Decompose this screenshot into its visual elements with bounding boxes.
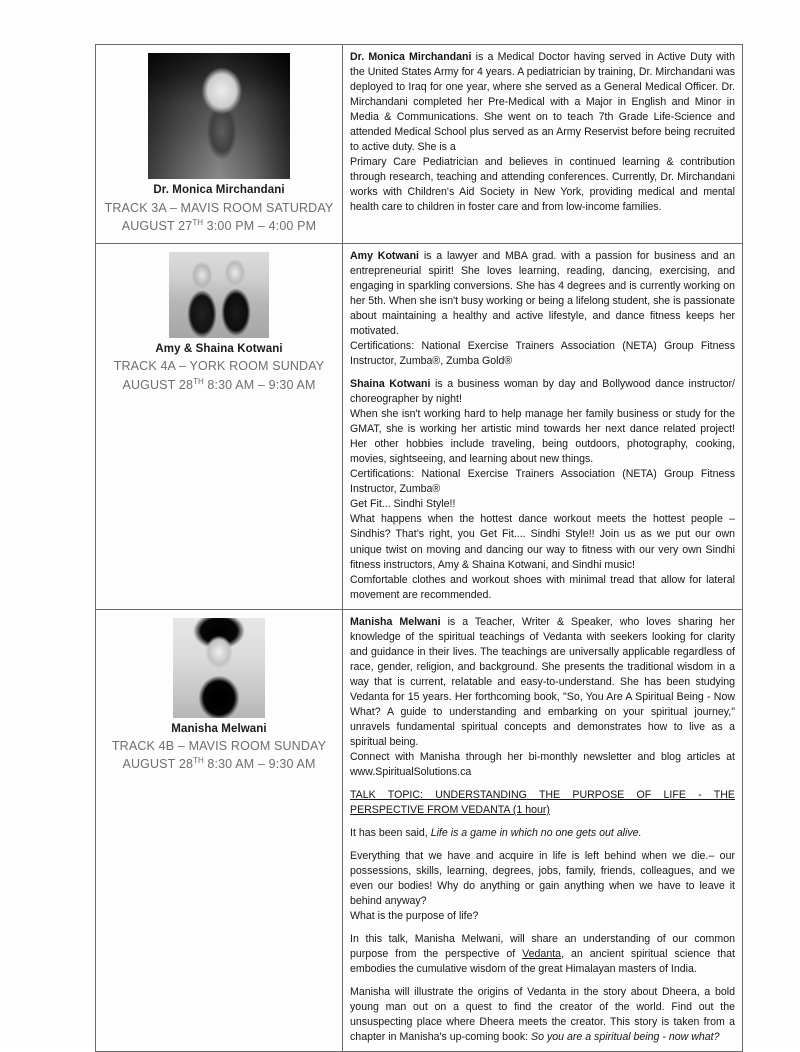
speaker-datetime <box>102 217 336 235</box>
speaker-track: TRACK 4B – MAVIS ROOM SUNDAY <box>111 739 327 754</box>
speaker-photo-cell <box>96 243 343 609</box>
bio-text: is a Medical Doctor having served in Active Duty with the United States Army for 4 years. A pediatrician by training, Dr. Mirchandani was deployed to Iraq for one year, where she served as a General Medical Officer. Dr. Mirchandani completed her Pre-Medical with a Major in English and Minor in Media & Communications. She went on to teach 7th Grade Life-Science and attended Medical School plus served as an Army Reservist before being recruited to active duty. She is a <box>350 51 735 154</box>
bio-lead-name: Dr. Monica Mirchandani <box>350 51 472 63</box>
speaker-date-ordinal: TH <box>193 376 204 386</box>
talk-text: , an ancient spiritual science that embodies the cumulative wisdom of the great Himalayan masters of India. <box>350 948 735 976</box>
bio-certifications <box>350 339 735 369</box>
speaker-name: Dr. Monica Mirchandani <box>153 184 285 196</box>
bio-paragraph <box>350 249 735 339</box>
bio-text: When she isn't working hard to help manage her family business or study for the GMAT, she is working her artistic mind towards her next dance related project! Her other hobbies include traveling, being outdoors, photography, cooking, movies, sightseeing, and learning about new things. <box>350 408 735 466</box>
vedanta-link[interactable]: Vedanta <box>522 948 562 961</box>
bio-paragraph <box>350 407 735 467</box>
speaker-bios-table <box>95 44 743 1052</box>
bio-paragraph <box>350 155 735 215</box>
bio-text: Get Fit... Sindhi Style!! <box>350 498 456 511</box>
talk-question <box>350 909 735 924</box>
speaker-time-range: 8:30 AM – 9:30 AM <box>203 757 316 772</box>
speaker-date-prefix: AUGUST 28 <box>122 377 194 392</box>
bio-certifications <box>350 467 735 497</box>
speaker-time-range: 8:30 AM – 9:30 AM <box>203 377 316 392</box>
book-title: So you are a spiritual being - now what? <box>531 1031 720 1044</box>
speaker-bio-cell <box>343 45 743 244</box>
talk-text: Everything that we have and acquire in life is left behind when we die.– our possessions, skills, learning, degrees, jobs, family, friends, colleagues, and we even our bodies! Why do anything or gain anything when we have to leave it behind anyway? <box>350 850 735 908</box>
speaker-name: Amy & Shaina Kotwani <box>155 342 283 355</box>
speaker-date-ordinal: TH <box>192 217 204 227</box>
speaker-date-ordinal: TH <box>193 756 204 766</box>
bio-lead-name: Shaina Kotwani <box>350 378 431 391</box>
speaker-name: Manisha Melwani <box>171 722 267 735</box>
talk-topic-heading: TALK TOPIC: UNDERSTANDING THE PURPOSE OF LIFE - THE PERSPECTIVE FROM VEDANTA (1 hour) <box>350 788 735 817</box>
talk-paragraph <box>350 932 735 977</box>
speaker-photo-cell <box>96 609 343 1052</box>
speaker-datetime <box>102 755 336 773</box>
table-row <box>96 609 743 1052</box>
session-tagline <box>350 497 735 512</box>
speaker-time-range: 3:00 PM – 4:00 PM <box>203 218 317 233</box>
speaker-portrait-photo <box>173 618 265 718</box>
talk-paragraph <box>350 985 735 1045</box>
bio-lead-name: Manisha Melwani <box>350 615 441 628</box>
speaker-bio-cell <box>343 609 743 1052</box>
talk-text: What is the purpose of life? <box>350 910 479 923</box>
talk-text: It has been said, <box>350 827 431 840</box>
talk-text: In this talk, Manisha Melwani, will share an understanding of our common purpose from the perspective of <box>350 933 735 961</box>
session-description <box>350 512 735 572</box>
bio-text: is a Teacher, Writer & Speaker, who loves sharing her knowledge of the spiritual teachings of Vedanta with seekers looking for clarity and guidance in their lives. The teachings are universally applicable regardless of race, gender, religion, and background. She presents the traditional wisdom in a way that is current, relatable and easy-to-understand. She has been studying Vedanta for 15 years. Her forthcoming book, "So, You Are A Spiritual Being - Now What? A guide to understanding and embarking on your spiritual journey," unravels fundamental spiritual concepts and demonstrates how to live as a spiritual being. <box>350 615 735 748</box>
bio-text: Certifications: National Exercise Trainers Association (NETA) Group Fitness Instructor, Zumba® <box>350 468 735 496</box>
speaker-track: TRACK 3A – MAVIS ROOM SATURDAY <box>104 200 334 215</box>
bio-paragraph <box>350 50 735 155</box>
bio-text: What happens when the hottest dance workout meets the hottest people – Sindhis? That's right, you Get Fit.... Sindhi Style!! Join us as we put our own unique twist on moving and dancing our way to fitness with our very own Sindhi fitness instructors, Amy & Shaina Kotwani, and Sindhi music! <box>350 513 735 571</box>
bio-text: Certifications: National Exercise Trainers Association (NETA) Group Fitness Instructor, Zumba®, Zumba Gold® <box>350 340 735 368</box>
bio-text: Primary Care Pediatrician and believes in continued learning & contribution through research, teaching and attending conferences. Currently, Dr. Mirchandani works with Children's Aid Society in New York, providing medical and mental health care to children in foster care and from low-income families. <box>350 156 735 214</box>
speaker-portrait-photo <box>169 252 269 338</box>
speaker-photo-cell <box>96 45 343 244</box>
bio-contact <box>350 750 735 780</box>
bio-text: Connect with Manisha through her bi-monthly newsletter and blog articles at www.SpiritualSolutions.ca <box>350 750 735 778</box>
bio-text: is a lawyer and MBA grad. with a passion for business and an entrepreneurial spirit! She loves learning, reading, dancing, exercising, and engaging in sparkling conversions. She has 4 degrees and is currently working on her 5th. When she isn't busy working or being a lifelong student, she is passionate about maintaining a healthy and active lifestyle, and dance fitness keeps her motivated. <box>350 249 735 338</box>
bio-text: is a business woman by day and Bollywood dance instructor/ choreographer by night! <box>350 378 736 406</box>
bio-text: Comfortable clothes and workout shoes with minimal tread that allow for lateral movement are recommended. <box>350 573 735 601</box>
speaker-portrait-photo <box>148 53 290 179</box>
speaker-date-prefix: AUGUST 28 <box>122 757 194 772</box>
talk-paragraph <box>350 826 735 841</box>
table-row <box>96 243 743 609</box>
bio-paragraph <box>350 615 735 750</box>
talk-quote: Life is a game in which no one gets out alive. <box>430 827 642 840</box>
session-attire-note <box>350 573 735 603</box>
table-row <box>96 45 743 244</box>
speaker-bio-cell <box>343 243 743 609</box>
speaker-track: TRACK 4A – YORK ROOM SUNDAY <box>113 359 325 374</box>
bio-lead-name: Amy Kotwani <box>350 249 419 262</box>
speaker-date-prefix: AUGUST 27 <box>121 218 193 233</box>
speaker-datetime <box>102 376 336 394</box>
bio-paragraph <box>350 377 735 407</box>
talk-text: Manisha will illustrate the origins of Vedanta in the story about Dheera, a bold young man out on a quest to find the creator of the world. Find out the unsuspecting place where Dheera meets the creator. This story is taken from a chapter in Manisha's up-coming book: <box>350 986 735 1044</box>
talk-paragraph <box>350 849 735 909</box>
